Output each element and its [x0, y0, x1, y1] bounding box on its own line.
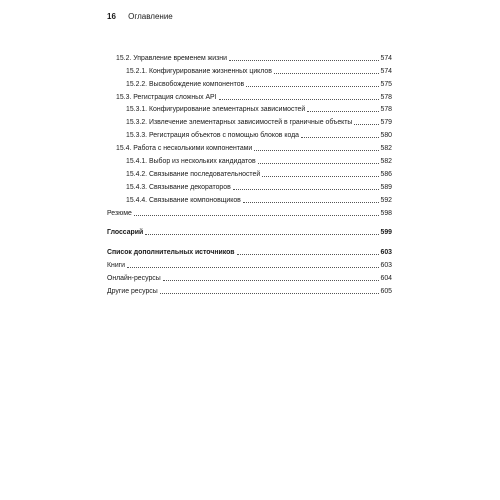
- toc-entry-label: 15.3.2. Извлечение элементарных зависимостей в граничные объекты: [126, 119, 353, 127]
- toc-entry-page: 579: [380, 119, 392, 127]
- toc-entry-label: Глоссарий: [107, 229, 144, 237]
- toc-entry-page: 578: [380, 106, 392, 114]
- toc-entry-label: 15.2. Управление временем жизни: [116, 54, 227, 62]
- leader-dots: [145, 233, 378, 235]
- toc-entry-label: 15.3.3. Регистрация объектов с помощью блоков кода: [126, 132, 299, 140]
- toc-entry-page: 605: [380, 288, 392, 296]
- toc-entry[interactable]: [107, 283, 392, 296]
- leader-dots: [243, 201, 379, 203]
- page-number: 16: [107, 12, 116, 21]
- toc-entry-page: 604: [380, 275, 392, 283]
- leader-dots: [219, 98, 379, 100]
- toc-entry[interactable]: [107, 127, 392, 140]
- toc-entry-page: 582: [380, 145, 392, 153]
- toc-entry-page: 603: [380, 249, 392, 257]
- leader-dots: [262, 175, 378, 177]
- toc-entry-label: 15.4. Работа с несколькими компонентами: [116, 145, 253, 153]
- toc-entry-label: 15.4.4. Связывание компоновщиков: [126, 196, 241, 204]
- leader-dots: [233, 188, 379, 190]
- toc-entry-page: 586: [380, 170, 392, 178]
- toc-entry[interactable]: [107, 89, 392, 102]
- toc-entry-label: 15.4.3. Связывание декораторов: [126, 183, 231, 191]
- running-header: [107, 12, 173, 21]
- leader-dots: [307, 110, 378, 112]
- leader-dots: [134, 214, 379, 216]
- toc-entry-page: 603: [380, 262, 392, 270]
- toc-entry-page: 575: [380, 80, 392, 88]
- toc-entry-page: 578: [380, 93, 392, 101]
- toc-block-sources: [107, 257, 392, 296]
- leader-dots: [274, 72, 379, 74]
- toc-entry-label: 15.3.1. Конфигурирование элементарных зависимостей: [126, 106, 306, 114]
- leader-dots: [163, 279, 379, 281]
- toc-entry-label: Резюме: [107, 209, 132, 217]
- toc-entry-label: Другие ресурсы: [107, 288, 158, 296]
- leader-dots: [127, 266, 378, 268]
- table-of-contents: [107, 50, 392, 296]
- toc-block-chapter15: [107, 50, 392, 218]
- leader-dots: [237, 253, 379, 255]
- toc-entry-page: 574: [380, 54, 392, 62]
- toc-entry[interactable]: [107, 63, 392, 76]
- leader-dots: [254, 149, 378, 151]
- toc-entry[interactable]: [107, 270, 392, 283]
- leader-dots: [354, 123, 378, 125]
- toc-entry-page: 589: [380, 183, 392, 191]
- leader-dots: [258, 162, 379, 164]
- toc-entry[interactable]: [107, 192, 392, 205]
- toc-entry-glossary[interactable]: [107, 225, 392, 238]
- toc-entry[interactable]: [107, 102, 392, 115]
- toc-entry-label: 15.2.2. Высвобождение компонентов: [126, 80, 245, 88]
- toc-entry-page: 598: [380, 209, 392, 217]
- toc-entry[interactable]: [107, 76, 392, 89]
- toc-entry-label: Список дополнительных источников: [107, 249, 235, 257]
- toc-entry-label: 15.2.1. Конфигурирование жизненных циклов: [126, 67, 272, 75]
- toc-entry-label: 15.3. Регистрация сложных API: [116, 93, 217, 101]
- toc-entry-page: 580: [380, 132, 392, 140]
- toc-entry[interactable]: [107, 114, 392, 127]
- leader-dots: [301, 136, 379, 138]
- toc-entry-label: 15.4.1. Выбор из нескольких кандидатов: [126, 158, 256, 166]
- toc-entry-page: 599: [380, 229, 392, 237]
- toc-entry-page: 574: [380, 67, 392, 75]
- toc-entry-label: Онлайн-ресурсы: [107, 275, 161, 283]
- toc-entry[interactable]: [107, 205, 392, 218]
- toc-entry[interactable]: [107, 179, 392, 192]
- toc-entry-page: 592: [380, 196, 392, 204]
- header-title: Оглавление: [128, 12, 173, 21]
- toc-entry-label: 15.4.2. Связывание последовательностей: [126, 170, 261, 178]
- toc-entry[interactable]: [107, 166, 392, 179]
- toc-entry-sources[interactable]: [107, 244, 392, 257]
- toc-entry-page: 582: [380, 158, 392, 166]
- leader-dots: [160, 292, 379, 294]
- toc-entry[interactable]: [107, 257, 392, 270]
- toc-entry[interactable]: [107, 140, 392, 153]
- leader-dots: [229, 59, 379, 61]
- leader-dots: [246, 85, 378, 87]
- toc-entry[interactable]: [107, 153, 392, 166]
- toc-entry[interactable]: [107, 50, 392, 63]
- toc-entry-label: Книги: [107, 262, 126, 270]
